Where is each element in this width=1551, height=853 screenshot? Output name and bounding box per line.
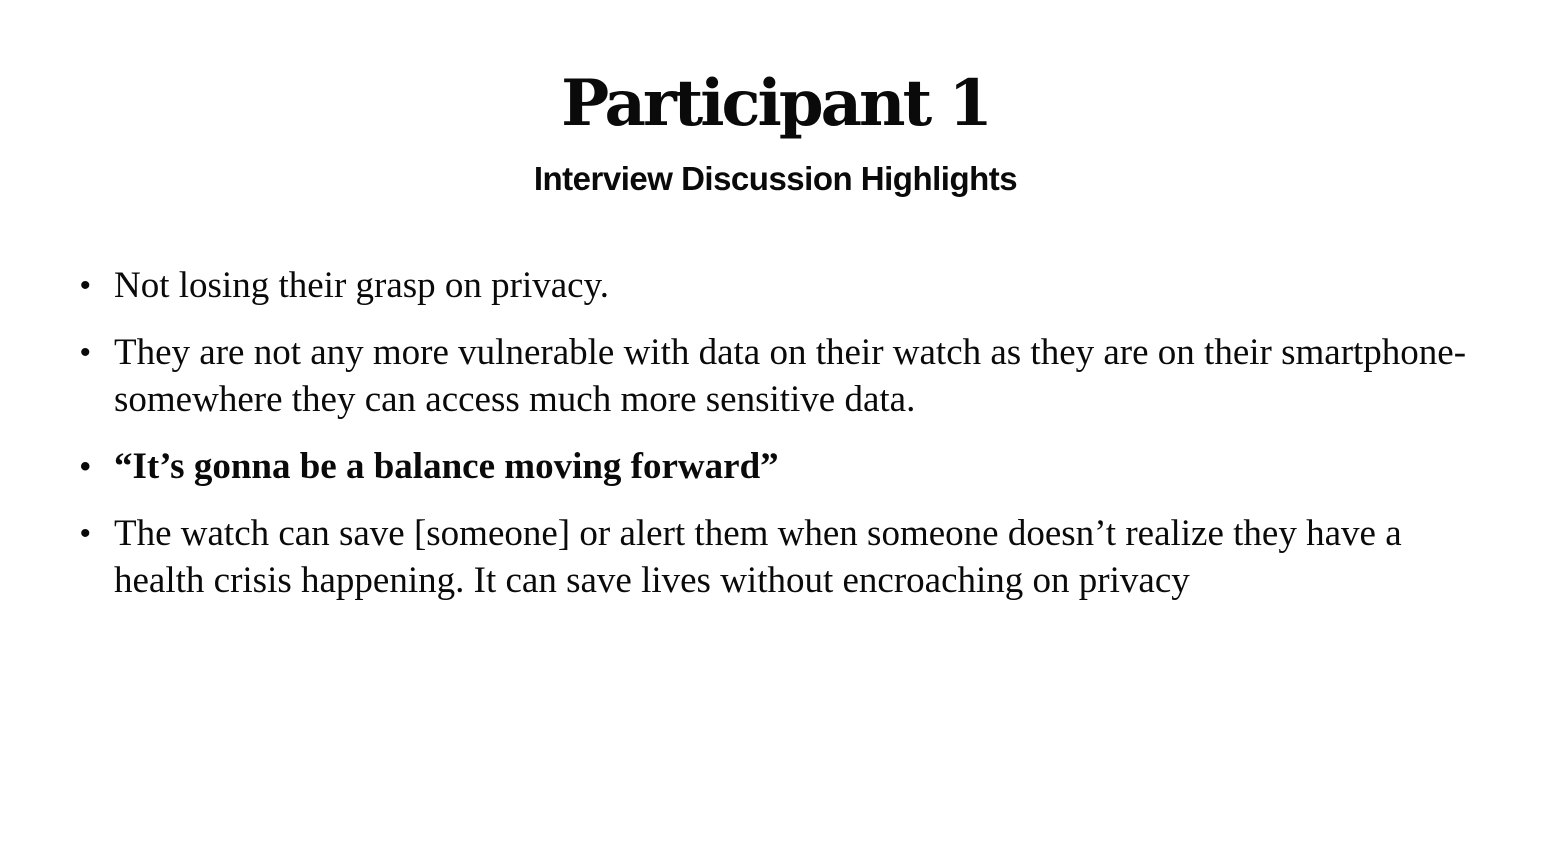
bullet-text: Not losing their grasp on privacy. (114, 265, 609, 306)
bullet-dot-icon: • (80, 517, 91, 550)
bullet-item (80, 329, 1480, 423)
bullet-item (80, 510, 1480, 604)
bullet-dot-icon: • (80, 269, 91, 302)
bullet-text: The watch can save [someone] or alert them when someone doesn’t realize they have a health crisis happening. It can save lives without encroaching on privacy (114, 513, 1402, 601)
bullet-item-quote (80, 443, 1480, 490)
bullet-dot-icon: • (80, 336, 91, 369)
bullet-text: They are not any more vulnerable with data on their watch as they are on their smartphone- somewhere they can access much more sensitive data. (114, 332, 1467, 420)
slide-subtitle: Interview Discussion Highlights (533, 160, 1018, 197)
bullet-item (80, 262, 1480, 309)
bullet-list (80, 262, 1480, 624)
bullet-dot-icon: • (80, 450, 91, 483)
slide-title: Participant 1 (561, 66, 990, 141)
bullet-text: “It’s gonna be a balance moving forward” (114, 446, 779, 487)
